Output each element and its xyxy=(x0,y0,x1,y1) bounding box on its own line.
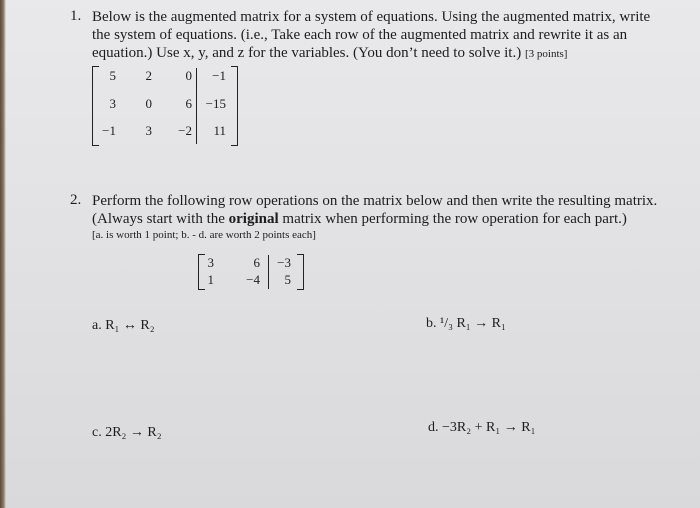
matrix-1-cell: −2 xyxy=(178,123,192,138)
matrix-1-cell: 6 xyxy=(185,96,192,111)
question-1-line-2: the system of equations. (i.e., Take each row of the augmented matrix and rewrite it as an xyxy=(92,27,628,43)
question-1-line-3 xyxy=(92,44,567,63)
matrix-1-cell: 0 xyxy=(185,68,192,83)
operation-d: d. −3R₂ + R₁ → R₁ xyxy=(428,420,536,435)
question-1-number: 1. xyxy=(70,8,82,24)
question-2-line-1: Perform the following row operations on the matrix below and then write the resulting matrix. xyxy=(92,193,658,209)
operation-a: a. R₁ ↔ R₂ xyxy=(92,318,155,333)
matrix-2-cell: −4 xyxy=(246,272,260,287)
question-2-line-2-post: matrix when performing the row operation for each part.) xyxy=(278,211,627,227)
operation-c: c. 2R₂ → R₂ xyxy=(92,425,162,440)
question-2-number: 2. xyxy=(70,192,82,208)
question-1-line-1: Below is the augmented matrix for a system of equations. Using the augmented matrix, write xyxy=(92,9,651,25)
binder-edge xyxy=(0,0,6,508)
matrix-1-cell: 2 xyxy=(145,68,152,83)
matrix-1-cell: 0 xyxy=(145,96,152,111)
matrix-1-cell: 5 xyxy=(109,68,116,83)
augmented-matrix-1 xyxy=(92,66,238,146)
question-2-line-2-bold: original xyxy=(228,211,279,227)
matrix-1-cell: −15 xyxy=(205,96,226,111)
operation-b: b. ¹/₃ R₁ → R₁ xyxy=(426,316,506,331)
matrix-2-cell: −3 xyxy=(277,255,291,270)
matrix-1-cell: 3 xyxy=(109,96,116,111)
matrix-2-right-bracket xyxy=(297,254,304,290)
question-1-line-3-text: equation.) Use x, y, and z for the variables. (You don’t need to solve it.) xyxy=(92,45,522,61)
matrix-1-cell: 11 xyxy=(213,123,226,138)
question-2-line-2-pre: (Always start with the xyxy=(92,211,229,227)
matrix-1-cell: −1 xyxy=(212,68,226,83)
matrix-1-cell: 3 xyxy=(145,123,152,138)
question-1-points: [3 points] xyxy=(524,48,568,60)
matrix-2-cell: 1 xyxy=(207,272,214,287)
matrix-2-cell: 6 xyxy=(253,255,260,270)
augmented-matrix-2 xyxy=(198,254,304,290)
matrix-1-cell: −1 xyxy=(102,123,116,138)
matrix-2-cell: 5 xyxy=(284,272,291,287)
matrix-1-right-bracket xyxy=(231,66,238,146)
question-2-points: [a. is worth 1 point; b. - d. are worth 2 points each] xyxy=(92,229,316,241)
matrix-2-cell: 3 xyxy=(207,255,214,270)
